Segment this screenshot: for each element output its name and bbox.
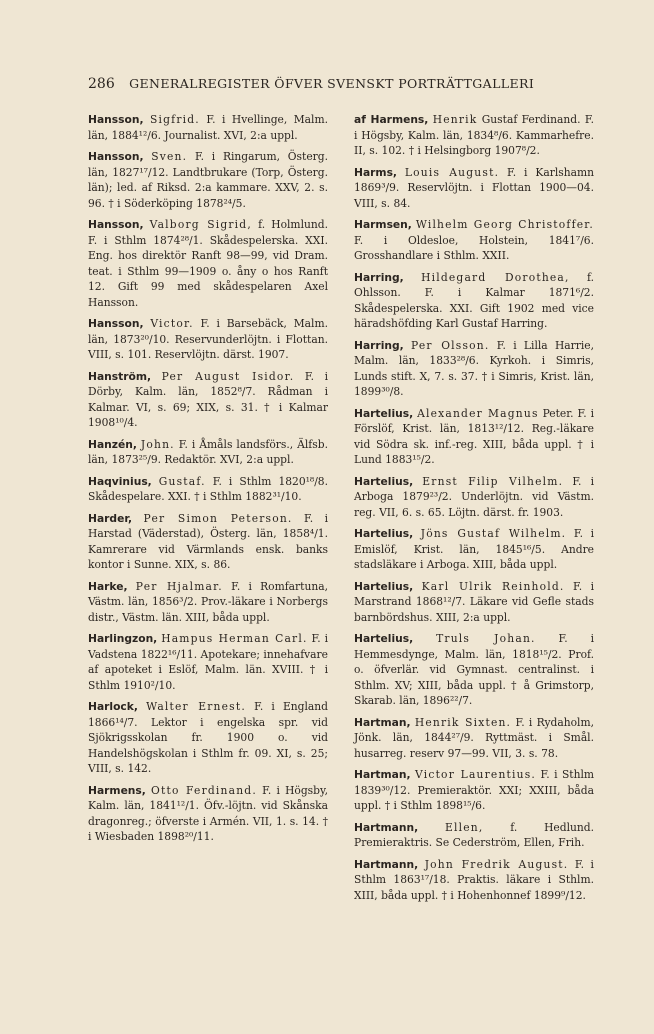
entry-details: F. i Hemmesdynge, Malm. län, 1818¹⁵/2. Prof. o. öfverlär. vid Gymnast. centralinst. i Sthlm. XV; XIII, båda uppl. † å Grimstorp, Skarab. län, 1896²²/7.: [354, 632, 595, 707]
register-entry: [88, 369, 328, 431]
entry-given-names: Karl Ulrik Reinhold.: [421, 579, 565, 593]
register-entry: [354, 474, 594, 521]
register-entry: [354, 631, 594, 709]
entry-details: F. i Sthlm 1839³⁰/12. Premieraktör. XXI; XXIII, båda uppl. † i Sthlm 1898¹⁵/6.: [354, 768, 595, 812]
register-entry: [88, 631, 328, 693]
entry-given-names: Gustaf.: [158, 474, 206, 488]
entry-surname: Hartelius,: [354, 406, 414, 420]
entry-surname: Harlock,: [88, 700, 138, 713]
entry-details: F. i Karlshamn 1869³/9. Reservlöjtn. i Flottan 1900—04. VIII, s. 84.: [354, 165, 594, 210]
entry-details: F. i Rydaholm, Jönk. län, 1844²⁷/9. Ryttmäst. i Smål. husarreg. reserv 97—99. VII, 3. s. 78.: [354, 715, 594, 760]
entry-given-names: Henrik: [432, 113, 478, 126]
entry-given-names: Sven.: [151, 150, 188, 163]
entry-details: f. Hedlund. Premieraktris. Se Cederström, Ellen, Frih.: [354, 820, 594, 849]
entry-surname: Hansson,: [88, 218, 144, 231]
entry-given-names: Victor.: [150, 317, 194, 330]
entry-details: f. Holmlund. F. i Sthlm 1874²⁸/1. Skådespelerska. XXI. Eng. hos direktör Ranft 98—99, vid Dram. teat. i Sthlm 99—1909 o. åny o hos Ranft 12. Gift 99 med skådespelaren Axel Hansson.: [88, 218, 328, 309]
register-entry: [88, 511, 328, 573]
entry-surname: af Harmens,: [354, 113, 429, 126]
entry-given-names: Truls Johan.: [436, 632, 536, 645]
register-entry: [354, 715, 594, 762]
entry-details: F. i Lilla Harrie, Malm. län, 1833²⁸/6. Kyrkoh. i Simris, Lunds stift. X, 7. s. 37. † i Simris, Krist. län, 1899³⁰/8.: [354, 338, 594, 398]
register-entry: [88, 474, 328, 505]
entry-surname: Harring,: [354, 338, 404, 352]
entry-details: F. i Sthlm 1863¹⁷/18. Praktis. läkare i Sthlm. XIII, båda uppl. † i Hohenhonnef 1899⁹/12.: [354, 857, 594, 902]
entry-details: F. i Barsebäck, Malm. län, 1873²⁰/10. Reservunderlöjtn. i Flottan. VIII, s. 101. Reservlöjtn. därst. 1907.: [88, 317, 328, 361]
entry-given-names: Louis August.: [404, 165, 500, 179]
entry-details: F. i Åmåls landsförs., Älfsb. län, 1873²⁵/9. Redaktör. XVI, 2:a uppl.: [88, 437, 328, 466]
entry-details: F. i Arboga 1879²³/2. Underlöjtn. vid Västm. reg. VII, 6. s. 65. Löjtn. därst. fr. 1903.: [354, 474, 595, 519]
entry-surname: Hartman,: [354, 715, 411, 729]
entry-surname: Hartmann,: [354, 857, 419, 871]
entry-surname: Hanström,: [88, 369, 152, 383]
entry-surname: Hansson,: [88, 150, 144, 163]
entry-details: F. i Sthlm 1820¹⁸/8. Skådespelare. XXI. † i Sthlm 1882³¹/10.: [88, 474, 329, 503]
register-entry: [354, 767, 594, 814]
entry-given-names: Hampus Herman Carl.: [161, 632, 308, 645]
entry-surname: Hartelius,: [354, 579, 414, 593]
right-column: [354, 112, 594, 909]
entry-given-names: Victor Laurentius.: [415, 768, 537, 781]
entry-surname: Hartelius,: [354, 527, 414, 540]
entry-surname: Hansson,: [88, 317, 144, 330]
entry-given-names: Ernst Filip Vilhelm.: [422, 474, 564, 488]
entry-given-names: Henrik Sixten.: [414, 715, 512, 729]
entry-given-names: Wilhelm Georg Christoffer.: [415, 218, 594, 231]
entry-surname: Hanzén,: [88, 437, 137, 451]
entry-details: F. i Emislöf, Krist. län, 1845¹⁶/5. Andre stadsläkare i Arboga. XIII, båda uppl.: [354, 527, 594, 571]
entry-surname: Haqvinius,: [88, 474, 152, 488]
register-entry: [88, 437, 328, 468]
register-entry: [354, 270, 594, 332]
register-entry: [354, 217, 594, 264]
entry-details: F. i Dörby, Kalm. län, 1852⁸/7. Rådman i Kalmar. VI, s. 69; XIX, s. 31. † i Kalmar 1908¹⁰/4.: [88, 369, 328, 429]
entry-surname: Harmsen,: [354, 218, 412, 231]
page-number: 286: [88, 76, 115, 92]
entry-surname: Hansson,: [88, 113, 144, 126]
entry-surname: Harder,: [88, 511, 133, 525]
entry-details: F. i Marstrand 1868¹²/7. Läkare vid Gefle stads barnbördshus. XIII, 2:a uppl.: [354, 579, 594, 624]
entry-given-names: Jöns Gustaf Wilhelm.: [420, 527, 567, 540]
entry-details: F. i Hvellinge, Malm. län, 1884¹²/6. Journalist. XVI, 2:a uppl.: [88, 113, 329, 142]
entry-surname: Harms,: [354, 165, 397, 179]
entry-surname: Hartmann,: [354, 820, 419, 834]
entry-details: Gustaf Ferdinand. F. i Högsby, Kalm. län, 1834⁸/6. Kammarhefre. II, s. 102. † i Helsingborg 1907⁸/2.: [354, 113, 594, 157]
entry-details: f. Ohlsson. F. i Kalmar 1871⁶/2. Skådespelerska. XXI. Gift 1902 med vice häradshöfding Karl Gustaf Harring.: [354, 270, 594, 330]
entry-surname: Harring,: [354, 270, 404, 284]
register-entry: [88, 217, 328, 310]
entry-given-names: Per Simon Peterson.: [143, 511, 293, 525]
register-entry: [354, 526, 594, 573]
running-title: GENERALREGISTER ÖFVER SVENSKT PORTRÄTTGALLERI: [129, 76, 535, 91]
entry-surname: Harke,: [88, 579, 128, 593]
register-entry: [354, 820, 594, 851]
entry-given-names: Walter Ernest.: [146, 700, 246, 713]
page-header: [88, 76, 588, 92]
entry-details: F. i Romfartuna, Västm. län, 1856³/2. Prov.-läkare i Norbergs distr., Västm. län. XIII, båda uppl.: [88, 579, 328, 624]
entry-surname: Harlingzon,: [88, 632, 158, 645]
entry-given-names: Alexander Magnus: [417, 406, 539, 420]
entry-details: F. i Vadstena 1822¹⁶/11. Apotekare; innehafvare af apoteket i Eslöf, Malm. län. XVIII. † i Sthlm 1910²/10.: [88, 632, 329, 692]
entry-details: F. i Högsby, Kalm. län, 1841¹²/1. Öfv.-löjtn. vid Skånska dragonreg.; öfverste i Armén. VII, 1. s. 14. † i Wiesbaden 1898²⁰/11.: [88, 783, 329, 843]
entry-given-names: Valborg Sigrid,: [149, 218, 252, 231]
register-entry: [354, 857, 594, 904]
register-entry: [354, 338, 594, 400]
entry-surname: Harmens,: [88, 783, 146, 797]
entry-given-names: John.: [140, 437, 175, 451]
entry-details: Peter. F. i Förslöf, Krist. län, 1813¹²/12. Reg.-läkare vid Södra sk. inf.-reg. XIII, båda uppl. † i Lund 1883¹⁵/2.: [354, 406, 594, 466]
entry-given-names: Per August Isidor.: [161, 369, 295, 383]
register-entry: [88, 149, 328, 211]
entry-surname: Hartman,: [354, 768, 411, 781]
left-column: [88, 112, 328, 851]
register-entry: [88, 112, 328, 143]
entry-details: F. i Oldesloe, Holstein, 1841⁷/6. Grosshandlare i Sthlm. XXII.: [354, 233, 594, 262]
register-entry: [88, 579, 328, 626]
register-entry: [88, 316, 328, 363]
entry-surname: Hartelius,: [354, 474, 414, 488]
register-entry: [354, 579, 594, 626]
entry-given-names: Hildegard Dorothea,: [421, 270, 570, 284]
entry-given-names: Ellen,: [445, 820, 484, 834]
register-entry: [354, 406, 594, 468]
entry-given-names: Per Olsson.: [410, 338, 490, 352]
entry-given-names: Per Hjalmar.: [135, 579, 223, 593]
entry-given-names: Sigfrid.: [149, 113, 200, 126]
register-entry: [88, 783, 328, 845]
entry-details: F. i England 1866¹⁴/7. Lektor i engelska spr. vid Sjökrigsskolan fr. 1900 o. vid Handelshögskolan i Sthlm fr. 09. XI, s. 25; VIII, s. 142.: [88, 700, 328, 775]
register-entry: [354, 112, 594, 159]
entry-details: F. i Ringarum, Österg. län, 1827¹⁷/12. Landtbrukare (Torp, Österg. län); led. af Riksd. 2:a kammare. XXV, 2. s. 96. † i Söderköping 1878²⁴/5.: [88, 150, 328, 210]
entry-details: F. i Harstad (Väderstad), Österg. län, 1858⁴/1. Kamrerare vid Värmlands ensk. banks kontor i Sunne. XIX, s. 86.: [88, 511, 328, 571]
entry-given-names: John Fredrik August.: [424, 857, 569, 871]
register-entry: [354, 165, 594, 212]
register-entry: [88, 699, 328, 777]
entry-given-names: Otto Ferdinand.: [151, 783, 257, 797]
entry-surname: Hartelius,: [354, 632, 414, 645]
